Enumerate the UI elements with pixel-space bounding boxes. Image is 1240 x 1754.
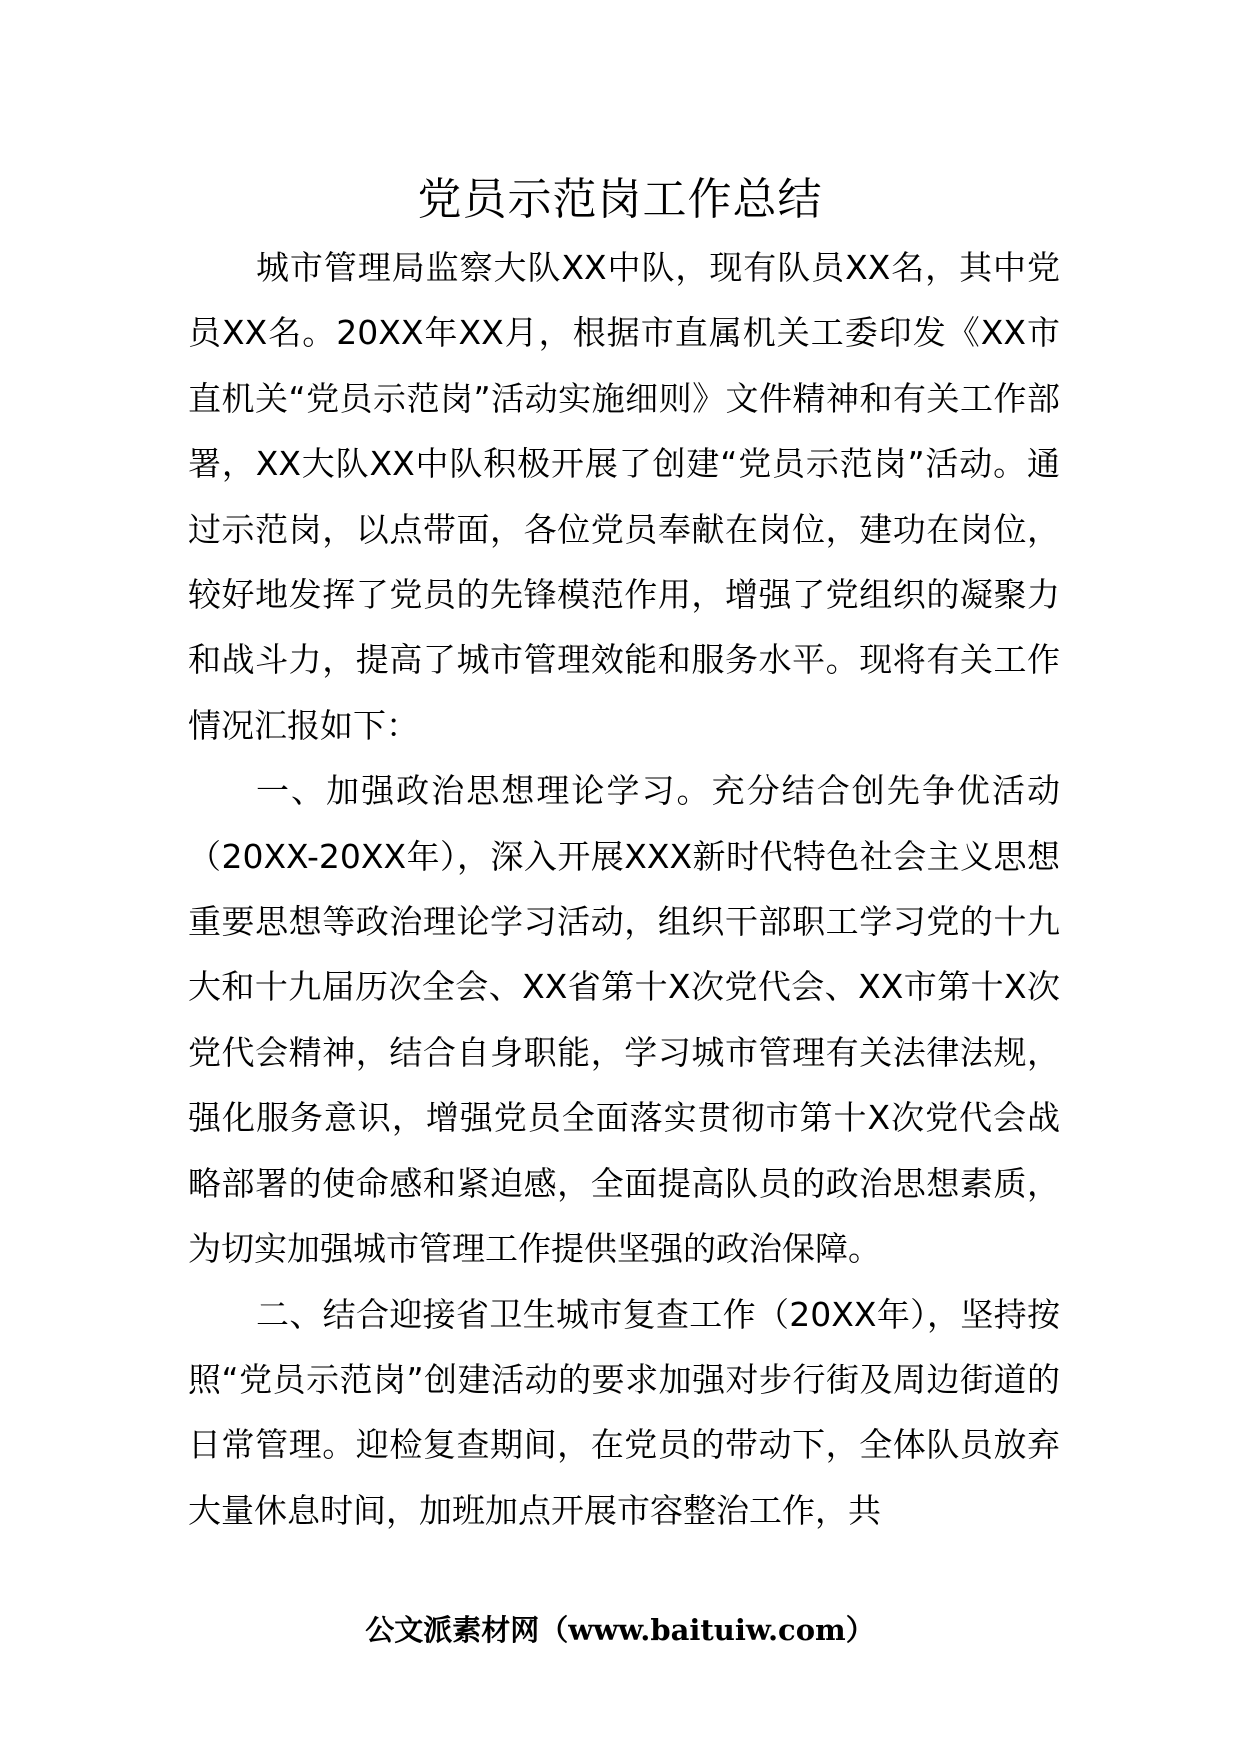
paragraph-intro: 城市管理局监察大队XX中队，现有队员XX名，其中党员XX名。20XX年XX月，根据市直属机关工委印发《XX市直机关“党员示范岗”活动实施细则》文件精神和有关工作部署，XX大队XX中队积极开展了创建“党员示范岗”活动。通过示范岗，以点带面，各位党员奉献在岗位，建功在岗位，较好地发挥了党员的先锋模范作用，增强了党组织的凝聚力和战斗力，提高了城市管理效能和服务水平。现将有关工作情况汇报如下： [188, 248, 1060, 745]
paragraph-section-1: 一、加强政治思想理论学习。充分结合创先争优活动（20XX-20XX年），深入开展XXX新时代特色社会主义思想重要思想等政治理论学习活动，组织干部职工学习党的十九大和十九届历次全会、XX省第十X次党代会、XX市第十X次党代会精神，结合自身职能，学习城市管理有关法律法规，强化服务意识，增强党员全面落实贯彻市第十X次党代会战略部署的使命感和紧迫感，全面提高队员的政治思想素质，为切实加强城市管理工作提供坚强的政治保障。 [188, 771, 1060, 1269]
document-title: 党员示范岗工作总结 [417, 174, 823, 225]
footer-watermark: 公文派素材网（www.baituiw.com） [365, 1613, 875, 1647]
paragraph-section-2: 二、结合迎接省卫生城市复查工作（20XX年），坚持按照“党员示范岗”创建活动的要求加强对步行街及周边街道的日常管理。迎检复查期间，在党员的带动下，全体队员放弃大量休息时间，加班加点开展市容整治工作，共 [188, 1294, 1060, 1530]
document-body [188, 235, 1060, 1543]
